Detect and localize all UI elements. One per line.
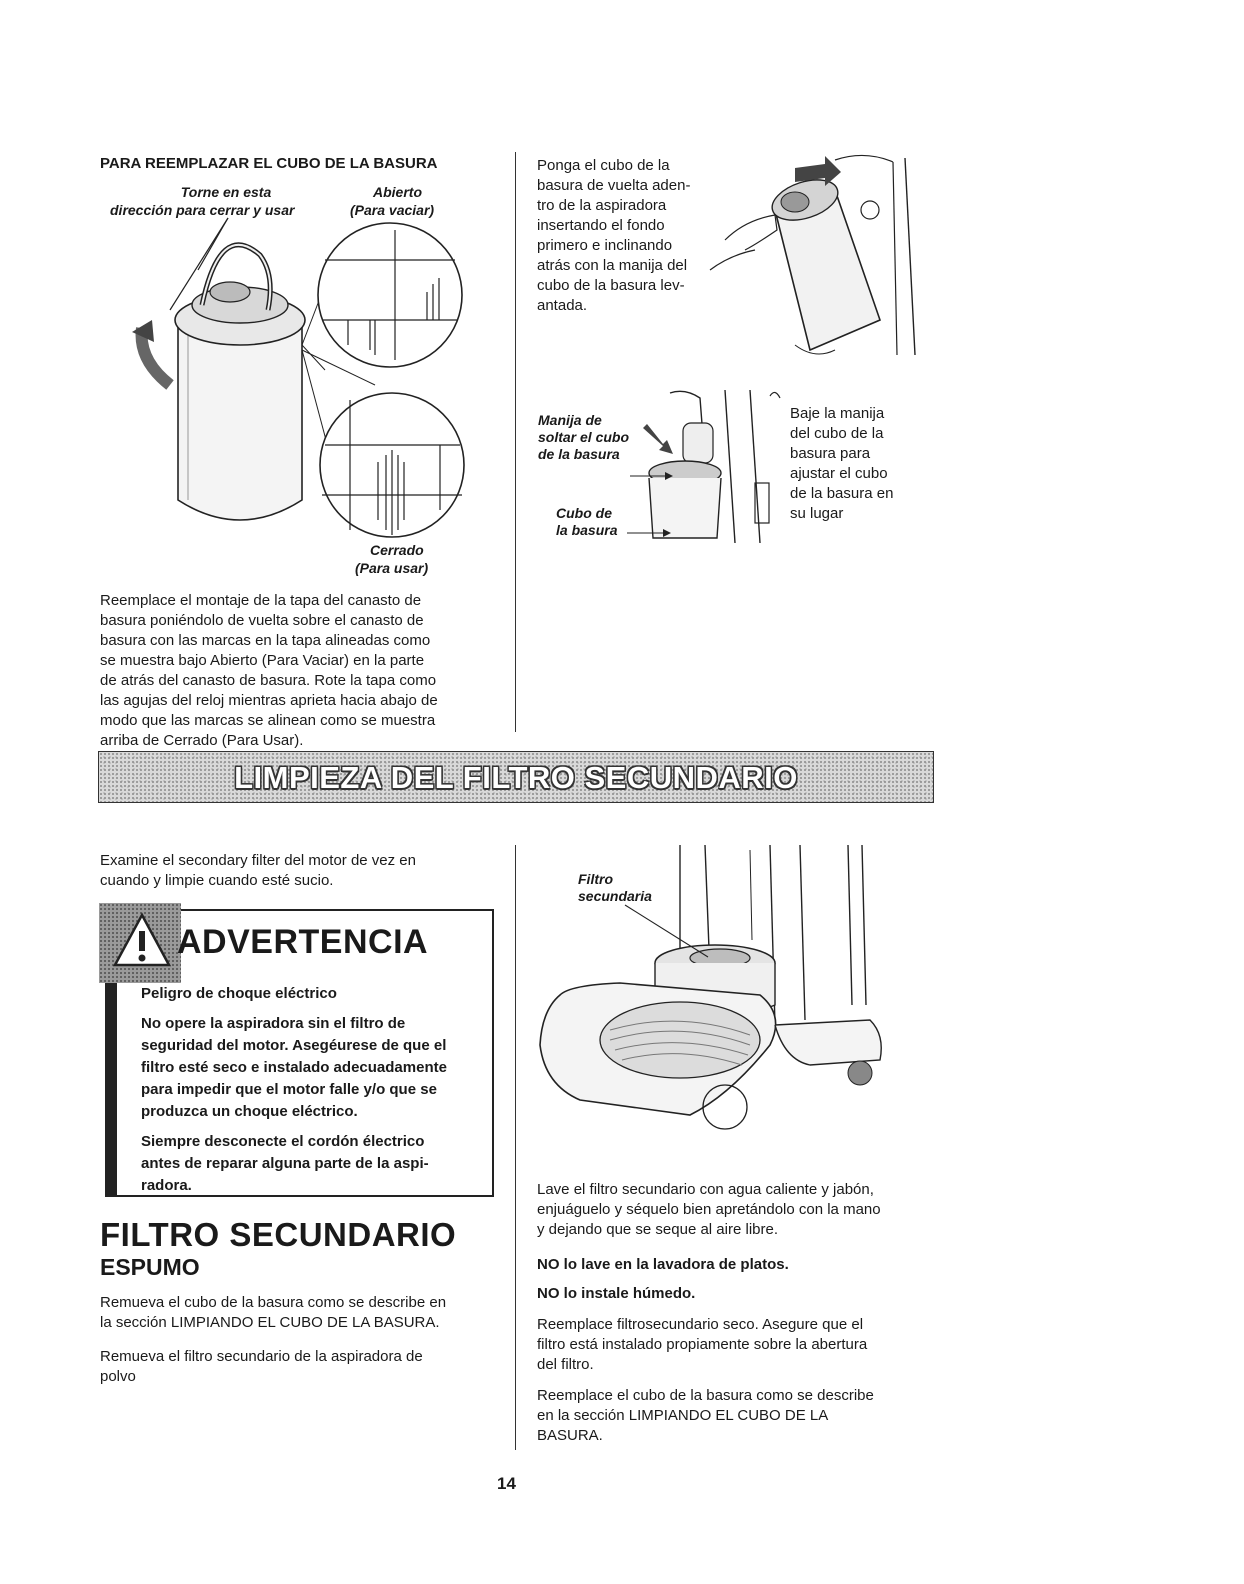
lower-handle-illustration xyxy=(625,388,800,548)
insert-cup-illustration xyxy=(705,150,925,360)
note-no-wet-install: NO lo instale húmedo. xyxy=(537,1285,696,1302)
section-heading-replace-cup: PARA REEMPLAZAR EL CUBO DE LA BASURA xyxy=(100,155,438,172)
warning-paragraph-2: Siempre desconecte el cordón électrico antes de reparar alguna parte de la aspi- radora. xyxy=(141,1133,429,1194)
replace-cup-paragraph: Reemplace el cubo de la basura como se describe en la sección LIMPIANDO EL CUBO DE LA BASURA. xyxy=(537,1387,874,1444)
warning-paragraph-1: No opere la aspiradora sin el filtro de seguridad del motor. Asegéurese de que el filtro esté seco e instalado adecuadamente para impedir que el motor falle y/o que se produzca un choque eléctrico. xyxy=(141,1015,447,1120)
replace-lid-paragraph: Reemplace el montaje de la tapa del canasto de basura poniéndolo de vuelta sobre el canasto de basura con las marcas en la tapa alineadas como se muestra bajo Abierto (Para Vaciar) en la parte de atrás del canasto de basura. Rote la tapa como las agujas del reloj mientras aprieta hacia abajo de modo que las marcas se alinean como se muestra arriba de Cerrado (Para Usar). xyxy=(100,592,438,749)
label-release-handle: Manija de soltar el cubo de la basura xyxy=(538,412,630,462)
page-number: 14 xyxy=(497,1474,516,1493)
intro-paragraph: Examine el secondary filter del motor de vez en cuando y limpie cuando esté sucio. xyxy=(100,852,416,889)
step-lower-handle-paragraph: Baje la manija del cubo de la basura para ajustar el cubo de la basura en su lugar xyxy=(790,405,894,522)
step-insert-cup-paragraph: Ponga el cubo de la basura de vuelta aden- tro de la aspiradora insertando el fondo primero e inclinando atrás con la manija del cubo de la basura lev- antada. xyxy=(537,157,691,314)
label-secondary-filter: Filtro secundaria xyxy=(578,871,652,904)
warning-body xyxy=(141,983,486,1205)
label-dust-cup: Cubo de la basura xyxy=(556,505,618,538)
section-title-secondary-filter: FILTRO SECUNDARIO xyxy=(100,1216,457,1253)
column-divider-top xyxy=(515,152,516,732)
label-open-2: (Para vaciar) xyxy=(350,202,435,218)
wash-filter-paragraph: Lave el filtro secundario con agua caliente y jabón, enjuáguelo y séquelo bien apretándolo con la mano y dejando que se seque al aire libre. xyxy=(537,1181,881,1238)
section-banner xyxy=(98,751,934,803)
section-subtitle-foam: ESPUMO xyxy=(100,1254,200,1280)
remove-cup-paragraph: Remueva el cubo de la basura como se describe en la sección LIMPIANDO EL CUBO DE LA BASURA. xyxy=(100,1294,447,1331)
note-no-dishwasher: NO lo lave en la lavadora de platos. xyxy=(537,1256,789,1273)
column-divider-bottom xyxy=(515,845,516,1450)
replace-filter-paragraph: Reemplace filtrosecundario seco. Asegure que el filtro está instalado propiamente sobre la abertura del filtro. xyxy=(537,1316,868,1373)
label-turn-direction-1: Torne en esta xyxy=(180,184,272,200)
dust-cup-lid-illustration xyxy=(130,200,470,555)
warning-title: ADVERTENCIA xyxy=(177,923,429,961)
remove-filter-paragraph: Remueva el filtro secundario de la aspiradora de polvo xyxy=(100,1348,423,1385)
label-open-1: Abierto xyxy=(373,184,422,200)
warning-triangle-icon xyxy=(111,911,173,971)
warning-box xyxy=(105,909,494,1197)
banner-title: LIMPIEZA DEL FILTRO SECUNDARIO xyxy=(234,760,798,795)
label-closed-2: (Para usar) xyxy=(355,560,429,576)
label-closed-1: Cerrado xyxy=(370,542,424,558)
vacuum-secondary-filter-illustration xyxy=(530,845,895,1155)
label-turn-direction-2: dirección para cerrar y usar xyxy=(110,202,295,218)
warning-subtitle: Peligro de choque eléctrico xyxy=(141,985,337,1002)
